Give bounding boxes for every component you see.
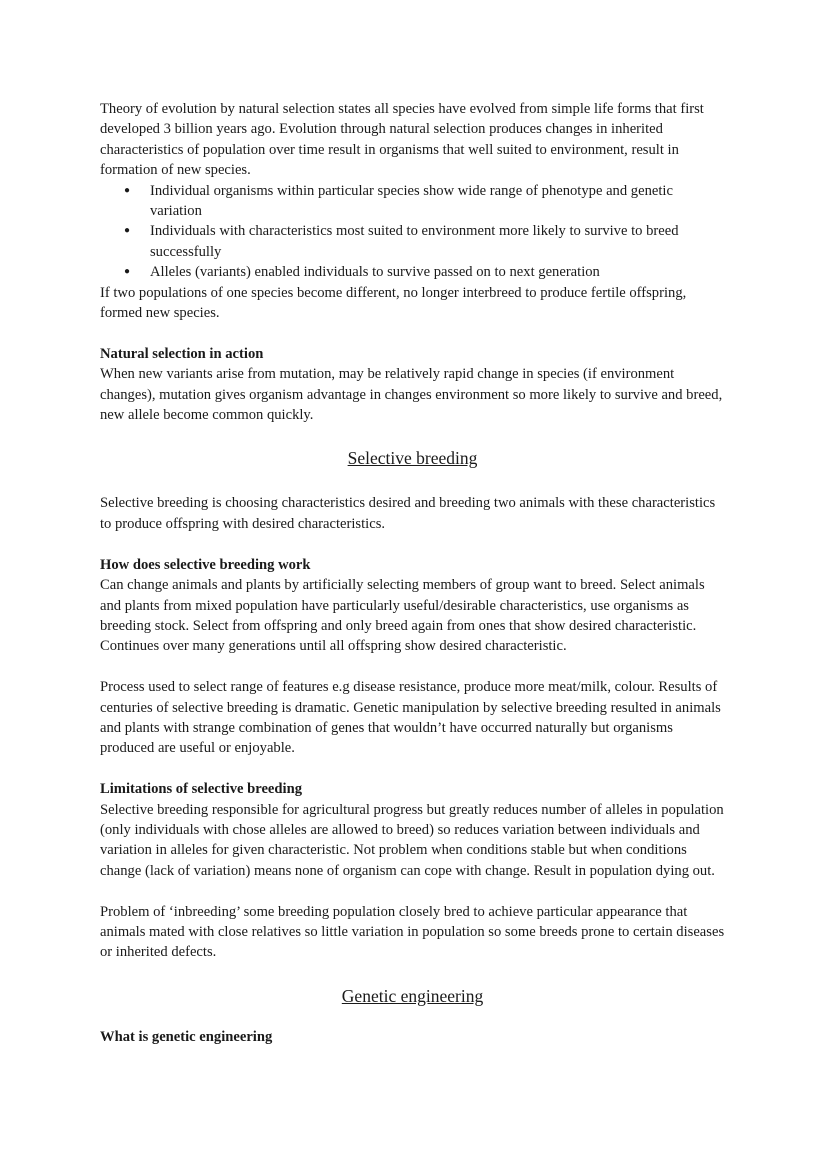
selective-breeding-definition: Selective breeding is choosing characteristics desired and breeding two animals with these characteristics to produce offspring with desired characteristics. [100, 495, 716, 532]
how-selective-breeding-heading: How does selective breeding work [100, 556, 311, 573]
natural-selection-paragraph: When new variants arise from mutation, may be relatively rapid change in species (if environment changes), mutation gives organism advantage in changes environment so more likely to survive and breed, new allele become common quickly. [100, 366, 723, 424]
document-body [100, 99, 725, 1047]
intro-paragraph: Theory of evolution by natural selection states all species have evolved from simple life forms that first developed 3 billion years ago. Evolution through natural selection produces changes in inherited characteristics of population over time result in organisms that well suited to environment, result in formation of new species. [100, 101, 704, 179]
genetic-engineering-title: Genetic engineering [341, 985, 484, 1006]
bullet-item: ● Alleles (variants) enabled individuals to survive passed on to next generation [100, 262, 725, 282]
how-selective-breeding-paragraph: Can change animals and plants by artificially selecting members of group want to breed. Select animals and plants from mixed population have particularly useful/desirable characteristics, use organisms as breeding stock. Select from offspring and only breed again from ones that show desired characteristic. Continues over many generations until all offspring show desired characteristic. [100, 577, 705, 655]
variation-bullet-list [100, 181, 725, 283]
process-paragraph: Process used to select range of features e.g disease resistance, produce more meat/milk, colour. Results of centuries of selective breeding is dramatic. Genetic manipulation by selective breeding resulted in animals and plants with strange combination of genes that wouldn’t have occurred naturally but organisms produced are useful or enjoyable. [100, 679, 721, 757]
what-is-genetic-engineering-heading: What is genetic engineering [100, 1028, 273, 1045]
bullet-item: ● Individual organisms within particular species show wide range of phenotype and genetic variation [100, 181, 725, 222]
limitations-paragraph: Selective breeding responsible for agricultural progress but greatly reduces number of alleles in population (only individuals with chose alleles are allowed to breed) so reduces variation between individuals and variation in alleles for given characteristic. Not problem when conditions stable but when conditions change (lack of variation) means none of organism can cope with change. Result in population dying out. [100, 801, 724, 879]
natural-selection-heading: Natural selection in action [100, 345, 264, 362]
bullet-item: ● Individuals with characteristics most suited to environment more likely to survive to breed successfully [100, 221, 725, 262]
selective-breeding-title: Selective breeding [347, 448, 478, 469]
limitations-heading: Limitations of selective breeding [100, 781, 302, 798]
inbreeding-paragraph: Problem of ‘inbreeding’ some breeding population closely bred to achieve particular appearance that animals mated with close relatives so little variation in population so some breeds prone to certain diseases or inherited defects. [100, 903, 725, 961]
new-species-paragraph: If two populations of one species become different, no longer interbreed to produce fertile offspring, formed new species. [100, 284, 687, 322]
